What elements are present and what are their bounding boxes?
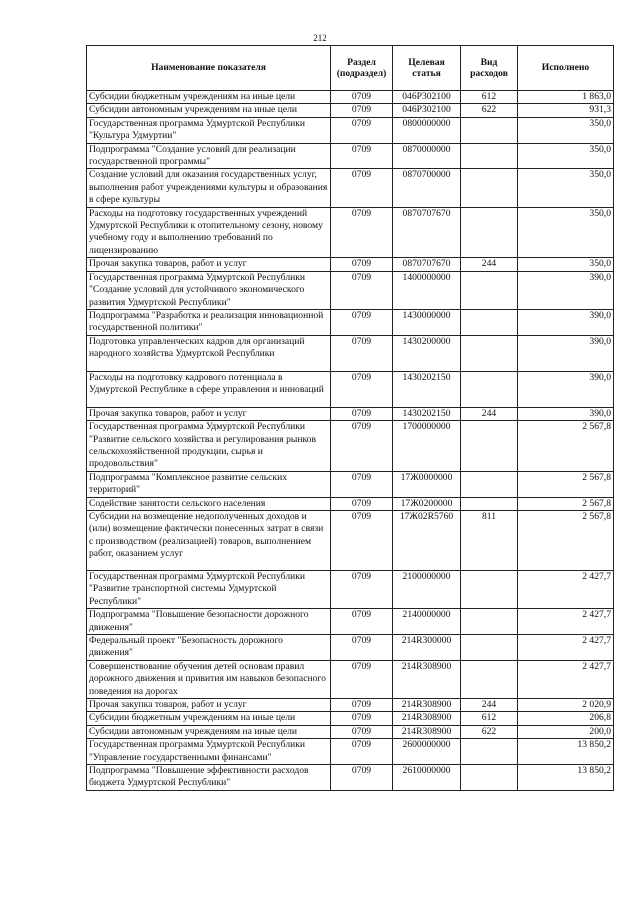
row-section: 0709 [331,407,393,420]
table-row [87,725,614,738]
budget-execution-table [86,45,614,791]
row-section: 0709 [331,91,393,104]
row-target-article: 1430202150 [393,407,461,420]
row-section: 0709 [331,660,393,698]
table-row [87,699,614,712]
row-target-article: 1430000000 [393,309,461,335]
table-header-row [87,46,614,91]
row-target-article: 0870700000 [393,169,461,207]
row-target-article: 046P302100 [393,91,461,104]
row-section: 0709 [331,712,393,725]
row-indicator-name: Прочая закупка товаров, работ и услуг [87,699,331,712]
row-expense-kind [461,765,518,791]
table-row [87,407,614,420]
row-expense-kind: 244 [461,699,518,712]
row-target-article: 214R308900 [393,725,461,738]
row-expense-kind: 244 [461,258,518,271]
header-section: Раздел (подраздел) [331,46,393,91]
row-executed: 200,0 [518,725,614,738]
row-section: 0709 [331,471,393,497]
row-indicator-name: Государственная программа Удмуртской Республики "Культура Удмуртии" [87,117,331,143]
header-executed: Исполнено [518,46,614,91]
row-executed: 390,0 [518,271,614,309]
table-row [87,104,614,117]
row-section: 0709 [331,143,393,169]
table-row [87,765,614,791]
row-executed: 350,0 [518,169,614,207]
row-section: 0709 [331,117,393,143]
row-target-article: 1430202150 [393,371,461,407]
row-indicator-name: Подпрограмма "Комплексное развитие сельских территорий" [87,471,331,497]
header-expense-kind: Вид расходов [461,46,518,91]
row-target-article: 214R308900 [393,660,461,698]
row-target-article: 214R308900 [393,699,461,712]
table-row [87,421,614,472]
row-expense-kind [461,421,518,472]
row-indicator-name: Содействие занятости сельского населения [87,497,331,510]
row-section: 0709 [331,169,393,207]
row-indicator-name: Создание условий для оказания государственных услуг, выполнения работ учреждениями культуры и образования в сфере культуры [87,169,331,207]
row-indicator-name: Государственная программа Удмуртской Республики "Создание условий для устойчивого экономического развития Удмуртской Республики" [87,271,331,309]
row-executed: 350,0 [518,258,614,271]
row-indicator-name: Прочая закупка товаров, работ и услуг [87,407,331,420]
row-target-article: 1400000000 [393,271,461,309]
table-row [87,169,614,207]
table-row [87,117,614,143]
row-target-article: 214R308900 [393,712,461,725]
table-row [87,712,614,725]
row-target-article: 0800000000 [393,117,461,143]
row-target-article: 2100000000 [393,570,461,608]
row-section: 0709 [331,570,393,608]
row-indicator-name: Государственная программа Удмуртской Республики "Управление государственными финансами" [87,739,331,765]
row-indicator-name: Субсидии автономным учреждениям на иные цели [87,725,331,738]
table-row [87,207,614,258]
table-row [87,271,614,309]
row-indicator-name: Расходы на подготовку кадрового потенциала в Удмуртской Республике в сфере управления и инноваций [87,371,331,407]
row-section: 0709 [331,635,393,661]
row-indicator-name: Федеральный проект "Безопасность дорожного движения" [87,635,331,661]
row-expense-kind [461,207,518,258]
table-row [87,371,614,407]
row-executed: 2 567,8 [518,497,614,510]
row-expense-kind [461,570,518,608]
row-executed: 13 850,2 [518,739,614,765]
row-section: 0709 [331,371,393,407]
row-target-article: 2600000000 [393,739,461,765]
table-row [87,739,614,765]
row-executed: 390,0 [518,309,614,335]
row-section: 0709 [331,765,393,791]
row-expense-kind: 612 [461,712,518,725]
row-expense-kind: 612 [461,91,518,104]
row-expense-kind [461,660,518,698]
row-section: 0709 [331,497,393,510]
row-section: 0709 [331,258,393,271]
row-target-article: 2140000000 [393,609,461,635]
row-expense-kind: 244 [461,407,518,420]
row-target-article: 17Ж02R5760 [393,510,461,570]
row-indicator-name: Совершенствование обучения детей основам правил дорожного движения и привития им навыков безопасного поведения на дорогах [87,660,331,698]
row-executed: 390,0 [518,407,614,420]
row-executed: 2 567,8 [518,421,614,472]
row-executed: 2 427,7 [518,660,614,698]
row-executed: 1 863,0 [518,91,614,104]
row-target-article: 17Ж0200000 [393,497,461,510]
row-executed: 206,8 [518,712,614,725]
row-expense-kind [461,497,518,510]
row-indicator-name: Субсидии бюджетным учреждениям на иные цели [87,91,331,104]
row-executed: 13 850,2 [518,765,614,791]
row-expense-kind [461,169,518,207]
row-expense-kind [461,635,518,661]
table-row [87,635,614,661]
row-executed: 2 567,8 [518,510,614,570]
row-indicator-name: Подпрограмма "Повышение безопасности дорожного движения" [87,609,331,635]
table-row [87,510,614,570]
table-row [87,91,614,104]
row-executed: 931,3 [518,104,614,117]
row-expense-kind [461,117,518,143]
row-section: 0709 [331,309,393,335]
row-executed: 2 427,7 [518,635,614,661]
table-row [87,471,614,497]
row-executed: 350,0 [518,143,614,169]
row-indicator-name: Субсидии автономным учреждениям на иные цели [87,104,331,117]
row-expense-kind [461,739,518,765]
row-expense-kind: 811 [461,510,518,570]
row-section: 0709 [331,207,393,258]
row-section: 0709 [331,609,393,635]
row-expense-kind [461,271,518,309]
row-section: 0709 [331,739,393,765]
row-indicator-name: Подпрограмма "Создание условий для реализации государственной программы" [87,143,331,169]
header-target-article: Целевая статья [393,46,461,91]
row-target-article: 0870000000 [393,143,461,169]
row-section: 0709 [331,104,393,117]
row-executed: 390,0 [518,371,614,407]
row-expense-kind [461,371,518,407]
row-indicator-name: Расходы на подготовку государственных учреждений Удмуртской Республики к отопительному сезону, новому учебному году и выполнению требований по лицензированию [87,207,331,258]
row-expense-kind: 622 [461,104,518,117]
row-target-article: 1430200000 [393,335,461,371]
row-executed: 2 427,7 [518,570,614,608]
row-indicator-name: Субсидии на возмещение недополученных доходов и (или) возмещение фактически понесенных затрат в связи с производством (реализацией) товаров, выполнением работ, оказанием услуг [87,510,331,570]
page-number: 212 [313,33,327,43]
table-row [87,497,614,510]
row-section: 0709 [331,510,393,570]
row-indicator-name: Государственная программа Удмуртской Республики "Развитие транспортной системы Удмуртской Республики" [87,570,331,608]
row-indicator-name: Подготовка управленческих кадров для организаций народного хозяйства Удмуртской Республики [87,335,331,371]
table-row [87,335,614,371]
row-expense-kind: 622 [461,725,518,738]
row-expense-kind [461,471,518,497]
row-indicator-name: Государственная программа Удмуртской Республики "Развитие сельского хозяйства и регулирования рынков сельскохозяйственной продукции, сырья и продовольствия" [87,421,331,472]
row-executed: 350,0 [518,207,614,258]
row-expense-kind [461,309,518,335]
row-executed: 2 020,9 [518,699,614,712]
row-indicator-name: Подпрограмма "Разработка и реализация инновационной государственной политики" [87,309,331,335]
row-executed: 350,0 [518,117,614,143]
row-indicator-name: Субсидии бюджетным учреждениям на иные цели [87,712,331,725]
row-executed: 2 427,7 [518,609,614,635]
table-row [87,258,614,271]
row-indicator-name: Подпрограмма "Повышение эффективности расходов бюджета Удмуртской Республики" [87,765,331,791]
row-target-article: 046P302100 [393,104,461,117]
row-section: 0709 [331,725,393,738]
row-executed: 390,0 [518,335,614,371]
row-expense-kind [461,609,518,635]
header-indicator-name: Наименование показателя [87,46,331,91]
row-target-article: 0870707670 [393,258,461,271]
row-section: 0709 [331,699,393,712]
row-target-article: 17Ж0000000 [393,471,461,497]
table-row [87,660,614,698]
row-target-article: 2610000000 [393,765,461,791]
row-target-article: 0870707670 [393,207,461,258]
table-row [87,309,614,335]
row-expense-kind [461,335,518,371]
row-target-article: 1700000000 [393,421,461,472]
table-row [87,143,614,169]
row-section: 0709 [331,421,393,472]
row-target-article: 214R300000 [393,635,461,661]
row-section: 0709 [331,335,393,371]
table-row [87,609,614,635]
row-executed: 2 567,8 [518,471,614,497]
table-row [87,570,614,608]
row-expense-kind [461,143,518,169]
row-section: 0709 [331,271,393,309]
row-indicator-name: Прочая закупка товаров, работ и услуг [87,258,331,271]
